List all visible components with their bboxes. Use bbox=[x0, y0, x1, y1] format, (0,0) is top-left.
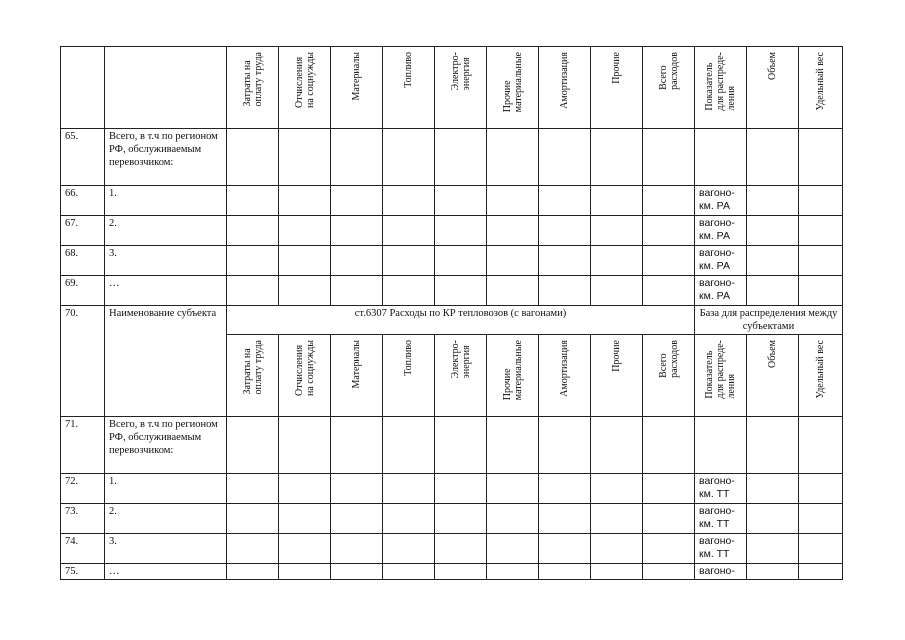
row-label: 3. bbox=[105, 534, 227, 564]
header-label-cell bbox=[105, 47, 227, 129]
distribution-table bbox=[60, 46, 843, 580]
table-row bbox=[61, 474, 843, 504]
column-header-row bbox=[61, 47, 843, 129]
row-indicator: вагоно-км. ТТ bbox=[695, 504, 747, 534]
row-indicator: вагоно-км. РА bbox=[695, 246, 747, 276]
header-amortization: Амортизация bbox=[539, 335, 591, 417]
header-materials: Материалы bbox=[331, 335, 383, 417]
row-label: 1. bbox=[105, 186, 227, 216]
table-row bbox=[61, 417, 843, 474]
table-row-group-header bbox=[61, 306, 843, 335]
header-indicator: Показатель для распреде- ления bbox=[695, 335, 747, 417]
header-labor-cost: Затраты на оплату труда bbox=[227, 47, 279, 129]
table-row bbox=[61, 186, 843, 216]
row-indicator: вагоно-км. ТТ bbox=[695, 534, 747, 564]
header-other: Прочие bbox=[591, 47, 643, 129]
row-label: Всего, в т.ч по регионом РФ, обслуживаемым перевозчиком: bbox=[105, 129, 227, 186]
header-amortization: Амортизация bbox=[539, 47, 591, 129]
header-social: Отчисления на соцнужды bbox=[279, 335, 331, 417]
row-number: 67. bbox=[61, 216, 105, 246]
row-label: 1. bbox=[105, 474, 227, 504]
row-label: Наименование субъекта bbox=[105, 306, 227, 417]
row-number: 70. bbox=[61, 306, 105, 417]
header-materials: Материалы bbox=[331, 47, 383, 129]
row-label: … bbox=[105, 276, 227, 306]
row-number: 69. bbox=[61, 276, 105, 306]
table-row bbox=[61, 504, 843, 534]
table-row bbox=[61, 564, 843, 580]
distribution-base-title: База для распределения между субъектами bbox=[695, 306, 843, 335]
header-electricity: Электро- энергия bbox=[435, 335, 487, 417]
header-labor-cost: Затраты на оплату труда bbox=[227, 335, 279, 417]
row-label: 2. bbox=[105, 504, 227, 534]
header-fuel: Топливо bbox=[383, 335, 435, 417]
row-number: 68. bbox=[61, 246, 105, 276]
header-other: Прочие bbox=[591, 335, 643, 417]
header-social: Отчисления на соцнужды bbox=[279, 47, 331, 129]
row-number: 75. bbox=[61, 564, 105, 580]
row-label: 2. bbox=[105, 216, 227, 246]
header-volume: Объем bbox=[747, 47, 799, 129]
row-label: Всего, в т.ч по регионом РФ, обслуживаемым перевозчиком: bbox=[105, 417, 227, 474]
table-row bbox=[61, 246, 843, 276]
header-other-materials: Прочие материальные bbox=[487, 335, 539, 417]
row-number: 66. bbox=[61, 186, 105, 216]
header-total: Всего расходов bbox=[643, 335, 695, 417]
row-number: 73. bbox=[61, 504, 105, 534]
table-row bbox=[61, 129, 843, 186]
header-fuel: Топливо bbox=[383, 47, 435, 129]
header-indicator: Показатель для распреде- ления bbox=[695, 47, 747, 129]
header-number-cell bbox=[61, 47, 105, 129]
row-indicator: вагоно-км. РА bbox=[695, 216, 747, 246]
header-weight: Удельный вес bbox=[799, 335, 843, 417]
row-indicator: вагоно-км. ТТ bbox=[695, 474, 747, 504]
row-number: 65. bbox=[61, 129, 105, 186]
row-number: 72. bbox=[61, 474, 105, 504]
row-indicator: вагоно- bbox=[695, 564, 747, 580]
table-row bbox=[61, 276, 843, 306]
row-number: 71. bbox=[61, 417, 105, 474]
row-number: 74. bbox=[61, 534, 105, 564]
row-indicator: вагоно-км. РА bbox=[695, 276, 747, 306]
header-total: Всего расходов bbox=[643, 47, 695, 129]
table-row bbox=[61, 534, 843, 564]
header-weight: Удельный вес bbox=[799, 47, 843, 129]
row-label: 3. bbox=[105, 246, 227, 276]
row-label: … bbox=[105, 564, 227, 580]
row-indicator: вагоно-км. РА bbox=[695, 186, 747, 216]
header-other-materials: Прочие материальные bbox=[487, 47, 539, 129]
group-title: ст.6307 Расходы по КР тепловозов (с вагонами) bbox=[227, 306, 695, 335]
header-electricity: Электро- энергия bbox=[435, 47, 487, 129]
table-row bbox=[61, 216, 843, 246]
header-volume: Объем bbox=[747, 335, 799, 417]
